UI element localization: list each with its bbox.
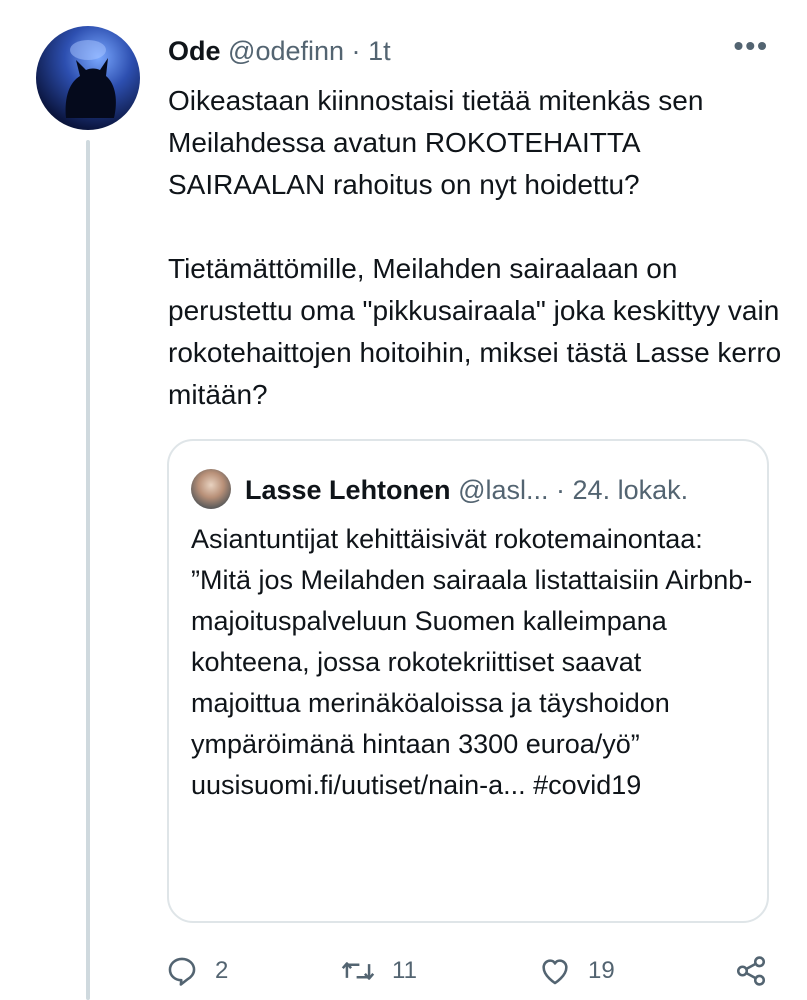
retweet-count: 11 (392, 957, 417, 984)
tweet-paragraph-1: Oikeastaan kiinnostaisi tietää mitenkäs sen Meilahdessa avatun ROKOTEHAITTA SAIRAALAN rahoitus on nyt hoidettu? (168, 85, 704, 200)
retweet-button[interactable] (340, 954, 417, 988)
tweet-time[interactable]: 1t (368, 36, 391, 66)
thread-line (86, 140, 90, 1000)
share-button[interactable] (734, 954, 768, 988)
tweet-body (168, 80, 788, 416)
like-button[interactable] (538, 954, 615, 988)
cat-silhouette-icon (36, 26, 140, 130)
more-options-icon[interactable]: ••• (733, 30, 769, 61)
share-icon (734, 954, 768, 988)
tweet-paragraph-2: Tietämättömille, Meilahden sairaalaan on perustettu oma "pikkusairaala" joka keskittyy vain rokotehaittojen hoitoihin, miksei tästä Lasse kerro mitään? (168, 253, 782, 410)
quoted-tweet[interactable] (167, 439, 769, 923)
tweet-actions (0, 948, 807, 998)
author-handle[interactable]: @odefinn (228, 36, 345, 66)
quoted-author-avatar (191, 469, 231, 509)
retweet-icon (340, 954, 376, 988)
quoted-tweet-time: 24. lokak. (572, 475, 689, 505)
author-name[interactable]: Ode (168, 36, 221, 66)
reply-button[interactable] (165, 954, 228, 988)
tweet-header (168, 34, 391, 68)
header-separator: · (351, 36, 361, 66)
author-avatar[interactable] (36, 26, 140, 130)
reply-count: 2 (215, 957, 229, 984)
heart-icon (538, 954, 572, 988)
quoted-tweet-header (245, 473, 688, 507)
quoted-author-handle: @lasl... (458, 475, 549, 505)
quoted-author-name: Lasse Lehtonen (245, 475, 451, 505)
quoted-tweet-text: Asiantuntijat kehittäisivät rokotemainontaa: ”Mitä jos Meilahden sairaala listattaisiin Airbnb-majoituspalveluun Suomen kalleimpana kohteena, jossa rokotekriittiset saavat majoittua merinäköaloissa ja täyshoidon ympäröimänä hintaan 3300 euroa/yö” uusisuomi.fi/uutiset/nain-a... #covid19 (191, 524, 753, 800)
like-count: 19 (588, 957, 615, 984)
quoted-header-separator: · (556, 475, 566, 505)
reply-icon (165, 954, 199, 988)
